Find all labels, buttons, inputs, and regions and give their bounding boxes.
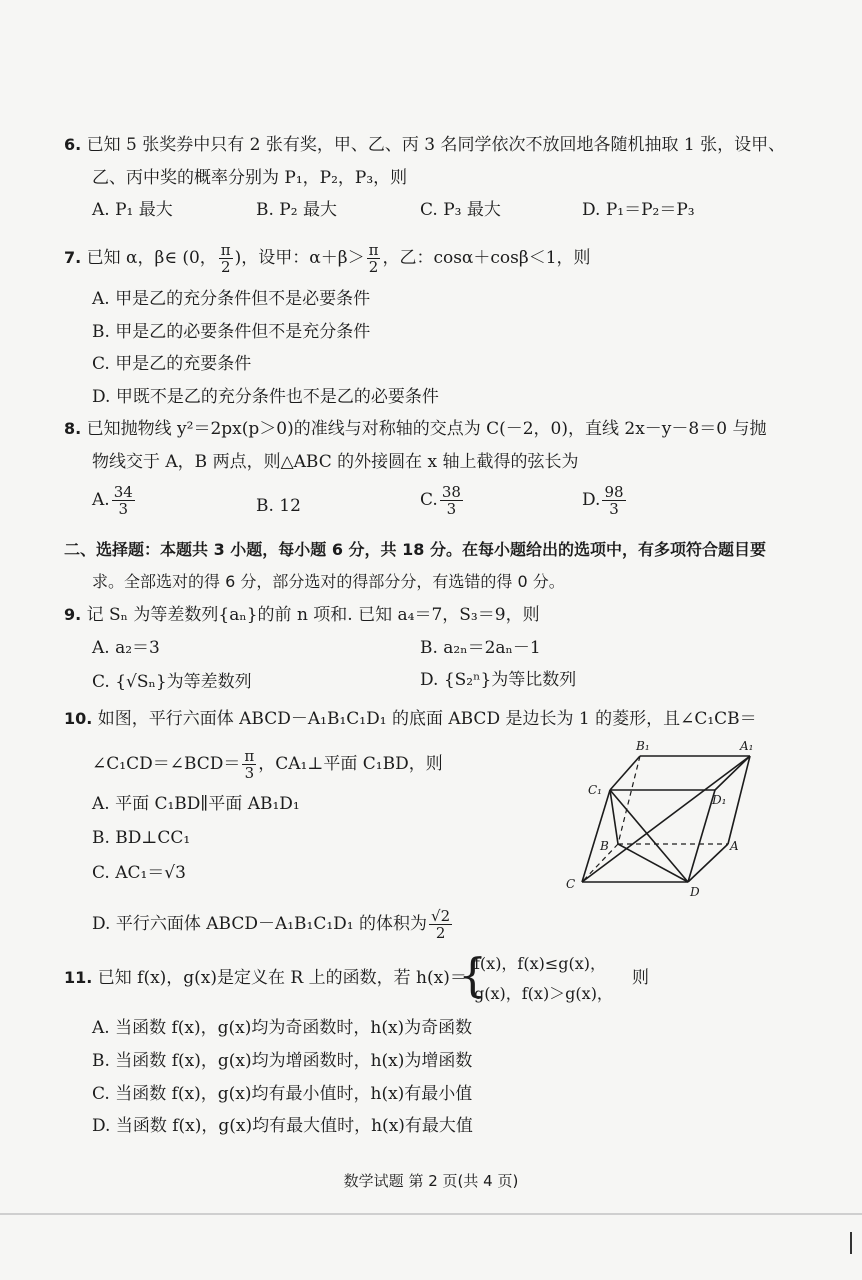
q10-number: 10. — [64, 709, 93, 728]
edge-c1-c — [582, 790, 610, 882]
q6-option-d: D. P₁＝P₂＝P₃ — [582, 200, 695, 220]
q8-d-den: 3 — [609, 500, 619, 518]
q9-stem-text: 记 Sₙ 为等差数列{aₙ}的前 n 项和. 已知 a₄＝7，S₃＝9，则 — [86, 605, 540, 625]
q8-stem-1: 已知抛物线 y²＝2px(p＞0)的准线与对称轴的交点为 C(－2，0)，直线 2x－y－8＝0 与抛 — [86, 419, 767, 439]
section-2-heading: 二、选择题：本题共 3 小题，每小题 6 分，共 18 分。在每小题给出的选项中，有多项符合题目要 — [64, 540, 766, 559]
q10-option-b: B. BD⊥CC₁ — [92, 828, 191, 848]
q6-number: 6. — [64, 135, 82, 154]
q7-frac1-den: 2 — [220, 258, 231, 276]
label-b1: B₁ — [636, 739, 650, 753]
q9-option-d: D. {S₂ⁿ}为等比数列 — [420, 670, 577, 690]
q7-frac2-den: 2 — [368, 258, 379, 276]
q6-option-b: B. P₂ 最大 — [256, 200, 337, 220]
q11-stem-pre: 已知 f(x)，g(x)是定义在 R 上的函数，若 h(x)＝ — [97, 968, 467, 988]
label-d: D — [690, 885, 700, 899]
q10-frac-den: 3 — [244, 764, 255, 782]
q7-stem — [64, 242, 591, 275]
q8-a-num: 34 — [113, 483, 133, 501]
q8-option-a-frac — [112, 484, 135, 517]
q8-option-c — [420, 484, 465, 517]
label-d1: D₁ — [712, 793, 727, 807]
q7-frac2-num: π — [368, 241, 379, 259]
q9-option-c: C. {√Sₙ}为等差数列 — [92, 672, 252, 692]
q10-stem-1: 如图，平行六面体 ABCD－A₁B₁C₁D₁ 的底面 ABCD 是边长为 1 的菱形，且∠C₁CB＝ — [97, 709, 757, 729]
q9-option-a: A. a₂＝3 — [92, 638, 160, 658]
q10-frac-num: π — [244, 747, 255, 765]
q10-option-a: A. 平面 C₁BD∥平面 AB₁D₁ — [92, 794, 300, 814]
q10-option-d-frac — [429, 908, 452, 941]
q11-option-a: A. 当函数 f(x)，g(x)均为奇函数时，h(x)为奇函数 — [92, 1018, 473, 1038]
q8-option-b: B. 12 — [256, 496, 301, 516]
q7-option-b: B. 甲是乙的必要条件但不是充分条件 — [92, 322, 371, 342]
q7-option-d: D. 甲既不是乙的充分条件也不是乙的必要条件 — [92, 387, 439, 407]
q11-brace: { — [458, 948, 488, 1002]
q10-stem-2-post: ，CA₁⊥平面 C₁BD，则 — [258, 754, 443, 774]
q10-option-c: C. AC₁＝√3 — [92, 863, 186, 883]
q10-line1 — [64, 707, 757, 731]
q11-option-c: C. 当函数 f(x)，g(x)均有最小值时，h(x)有最小值 — [92, 1084, 473, 1104]
q8-line1 — [64, 417, 766, 441]
q8-stem-2: 物线交于 A，B 两点，则△ABC 的外接圆在 x 轴上截得的弦长为 — [92, 452, 579, 472]
q11-case-2: g(x)，f(x)＞g(x)， — [474, 984, 613, 1003]
section-2-heading-cont: 求。全部选对的得 6 分，部分选对的得部分分，有选错的得 0 分。 — [92, 572, 565, 591]
q11-number: 11. — [64, 968, 93, 987]
label-a: A — [730, 839, 739, 853]
q8-a-den: 3 — [118, 500, 128, 518]
q8-option-d — [582, 484, 628, 517]
q8-option-c-label: C. — [420, 490, 438, 510]
edge-d1-a1 — [715, 756, 750, 790]
segment-b-d — [618, 844, 688, 882]
q7-frac1-num: π — [220, 241, 231, 259]
q10-parallelepiped-figure — [560, 732, 780, 902]
q8-d-num: 98 — [604, 483, 624, 501]
page-footer: 数学试题 第 2 页(共 4 页) — [343, 1172, 519, 1190]
segment-c-a1 — [582, 756, 750, 882]
q7-stem-mid: )，设甲：α＋β＞ — [234, 248, 365, 268]
q8-option-d-label: D. — [582, 490, 601, 510]
q11-stem-post: 则 — [632, 968, 649, 988]
q10-option-d — [92, 908, 454, 941]
q11-stem — [64, 966, 467, 990]
q7-number: 7. — [64, 248, 82, 267]
segment-c1-d — [610, 790, 688, 882]
label-b: B — [600, 839, 609, 853]
label-a1: A₁ — [740, 739, 754, 753]
q11-case-1: f(x)，f(x)≤g(x)， — [474, 954, 607, 973]
q7-option-c: C. 甲是乙的充要条件 — [92, 354, 252, 374]
q9-number: 9. — [64, 605, 82, 624]
q10-line2 — [92, 748, 443, 781]
q7-frac-1 — [219, 242, 233, 275]
q11-option-d: D. 当函数 f(x)，g(x)均有最大值时，h(x)有最大值 — [92, 1116, 473, 1136]
q10-d-den: 2 — [435, 924, 446, 942]
q8-c-den: 3 — [446, 500, 457, 518]
q8-option-d-frac — [602, 484, 625, 517]
q6-line1 — [64, 133, 785, 157]
q8-option-a — [92, 484, 137, 517]
q8-c-num: 38 — [441, 483, 461, 501]
q8-option-c-frac — [440, 484, 463, 517]
q10-frac — [242, 748, 256, 781]
q7-frac-2 — [367, 242, 381, 275]
label-c1: C₁ — [588, 783, 602, 797]
q7-option-a: A. 甲是乙的充分条件但不是必要条件 — [92, 289, 371, 309]
q6-option-a: A. P₁ 最大 — [92, 200, 173, 220]
q10-option-d-text: D. 平行六面体 ABCD－A₁B₁C₁D₁ 的体积为 — [92, 914, 428, 934]
q7-stem-pre: 已知 α，β∈ (0， — [86, 248, 217, 268]
scan-edge-mark — [850, 1232, 852, 1254]
q10-stem-2-pre: ∠C₁CD＝∠BCD＝ — [92, 754, 241, 774]
q9-option-b: B. a₂ₙ＝2aₙ－1 — [420, 638, 541, 658]
q6-option-c: C. P₃ 最大 — [420, 200, 501, 220]
q6-stem-1: 已知 5 张奖券中只有 2 张有奖，甲、乙、丙 3 名同学依次不放回地各随机抽取 1 张，设甲、 — [86, 135, 786, 155]
q9-stem — [64, 603, 540, 627]
q11-option-b: B. 当函数 f(x)，g(x)均为增函数时，h(x)为增函数 — [92, 1051, 473, 1071]
bottom-divider — [0, 1213, 862, 1215]
label-c: C — [566, 877, 576, 891]
q10-d-num: √2 — [431, 907, 451, 925]
q6-stem-2: 乙、丙中奖的概率分别为 P₁，P₂，P₃，则 — [92, 168, 408, 188]
edge-b1-c1 — [610, 756, 640, 790]
q8-number: 8. — [64, 419, 82, 438]
q8-option-a-label: A. — [92, 490, 110, 510]
q7-stem-post: ，乙：cosα＋cosβ＜1，则 — [382, 248, 591, 268]
